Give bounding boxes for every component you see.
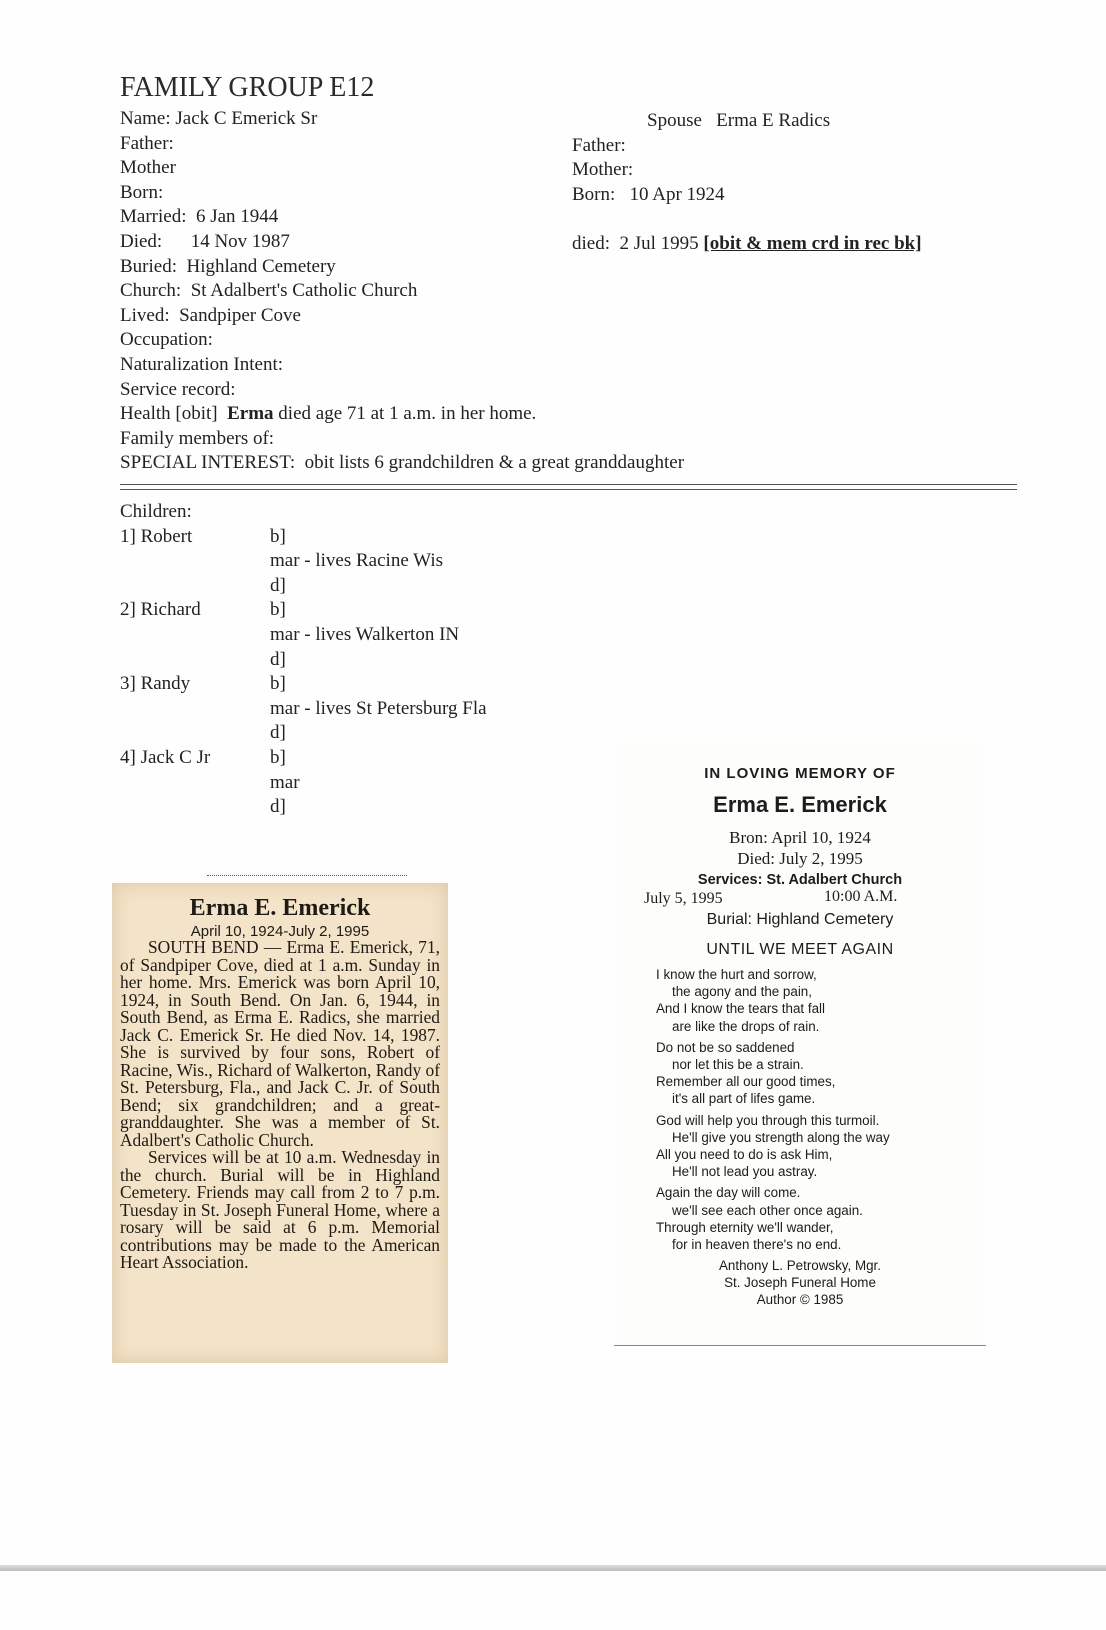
poem	[656, 966, 890, 1257]
poem-title: UNTIL WE MEET AGAIN	[706, 941, 894, 958]
child-married: mar - lives Racine Wis	[270, 550, 444, 572]
poem-line: And I know the tears that fall	[656, 1001, 825, 1017]
husband-mother: Mother	[120, 157, 176, 179]
spouse-born: Born: 10 Apr 1924	[572, 183, 725, 205]
double-rule-divider	[120, 484, 1017, 490]
poem-line: All you need to do is ask Him,	[656, 1147, 833, 1163]
child-name: 2] Richard	[120, 599, 201, 621]
card-died: Died: July 2, 1995	[737, 849, 863, 868]
spouse-father: Father:	[572, 134, 626, 156]
card-name: Erma E. Emerick	[713, 792, 887, 817]
husband-born: Born:	[120, 181, 164, 203]
child-entry	[120, 525, 487, 599]
memorial-card	[614, 740, 986, 1346]
health-rest: died age 71 at 1 a.m. in her home.	[273, 403, 537, 425]
husband-service-record: Service record:	[120, 378, 236, 400]
poem-line: He'll give you strength along the way	[672, 1129, 890, 1145]
husband-naturalization: Naturalization Intent:	[120, 353, 284, 375]
child-married: mar - lives Walkerton IN	[270, 623, 460, 645]
husband-name: Name: Jack C Emerick Sr	[120, 108, 318, 129]
health-prefix: Health [obit]	[120, 403, 228, 425]
husband-lived: Lived: Sandpiper Cove	[120, 304, 301, 326]
poem-line: Do not be so saddened	[656, 1039, 795, 1055]
husband-father: Father:	[120, 132, 174, 154]
signature-line: St. Joseph Funeral Home	[724, 1274, 876, 1290]
signature-line: Author © 1985	[756, 1291, 844, 1307]
poem-line: He'll not lead you astray.	[672, 1164, 818, 1180]
child-born: b]	[270, 525, 286, 547]
obituary-paragraph: Services will be at 10 a.m. Wednesday in the church. Burial will be in Highland Cemetery. Friends may call from 2 to 7 p.m. Tuesday in St. Joseph Funeral Home, where a rosary will be said at 6 p.m. Memorial contributions may be made to the American Heart Association.	[120, 1147, 440, 1272]
obit-reference: [obit & mem crd in rec bk]	[703, 232, 922, 254]
child-died: d]	[270, 574, 286, 596]
husband-died: Died: 14 Nov 1987	[120, 230, 290, 252]
child-born: b]	[270, 599, 286, 621]
poem-line: Remember all our good times,	[656, 1074, 836, 1090]
child-entry	[120, 746, 487, 820]
husband-occupation: Occupation:	[120, 329, 213, 351]
husband-church: Church: St Adalbert's Catholic Church	[120, 280, 418, 302]
children-label: Children:	[120, 501, 192, 522]
card-born: Bron: April 10, 1924	[729, 828, 871, 847]
card-signature	[614, 1258, 986, 1308]
child-born: b]	[270, 746, 286, 768]
poem-line: the agony and the pain,	[672, 984, 812, 1000]
poem-line: I know the hurt and sorrow,	[656, 967, 817, 982]
child-name: 4] Jack C Jr	[120, 746, 211, 768]
clipping-torn-edge	[207, 875, 407, 876]
poem-line: Through eternity we'll wander,	[656, 1219, 834, 1235]
spouse-died-line	[572, 232, 922, 257]
poem-line: Again the day will come.	[656, 1185, 801, 1201]
spouse-mother: Mother:	[572, 159, 634, 181]
card-burial: Burial: Highland Cemetery	[706, 911, 894, 928]
child-name: 1] Robert	[120, 525, 193, 547]
husband-married: Married: 6 Jan 1944	[120, 206, 279, 228]
health-name: Erma	[227, 403, 274, 425]
child-entry	[120, 598, 487, 672]
poem-line: God will help you through this turmoil.	[656, 1112, 880, 1128]
poem-line: nor let this be a strain.	[672, 1057, 804, 1073]
obituary-dates: April 10, 1924-July 2, 1995	[190, 923, 370, 940]
child-died: d]	[270, 722, 286, 744]
obituary-body	[120, 939, 440, 1272]
children-section	[120, 500, 487, 820]
child-name: 3] Randy	[120, 673, 191, 695]
family-members: Family members of:	[120, 427, 275, 449]
obituary-clipping	[112, 883, 448, 1363]
card-service-date: July 5, 1995	[644, 890, 723, 907]
card-heading: IN LOVING MEMORY OF	[704, 765, 896, 782]
obituary-paragraph: SOUTH BEND — Erma E. Emerick, 71, of Sandpiper Cove, died at 1 a.m. Sunday in her home. Mrs. Emerick was born April 10, 1924, in South Bend. On Jan. 6, 1944, in South Bend, as Erma E. Radics, she married Jack C. Emerick Sr. He died Nov. 14, 1987. She is survived by four sons, Robert of Racine, Wis., Richard of Walkerton, Randy of St. Petersburg, Fla., and Jack C. Jr. of South Bend; six grandchildren; and a great-granddaughter. She was a member of St. Adalbert's Catholic Church.	[120, 937, 440, 1150]
husband-buried: Buried: Highland Cemetery	[120, 255, 336, 277]
child-entry	[120, 672, 487, 746]
poem-line: it's all part of lifes game.	[672, 1091, 816, 1107]
scan-edge-line	[0, 1565, 1106, 1571]
obituary-name: Erma E. Emerick	[189, 895, 371, 921]
page-title: FAMILY GROUP E12	[120, 72, 375, 103]
child-died: d]	[270, 648, 286, 670]
poem-line: are like the drops of rain.	[672, 1018, 820, 1034]
card-service-time: 10:00 A.M.	[824, 888, 898, 905]
child-married: mar - lives St Petersburg Fla	[270, 697, 487, 719]
child-married: mar	[270, 771, 300, 793]
signature-line: Anthony L. Petrowsky, Mgr.	[719, 1258, 881, 1273]
child-died: d]	[270, 796, 286, 818]
spouse-details	[572, 109, 922, 257]
special-interest: SPECIAL INTEREST: obit lists 6 grandchildren & a great granddaughter	[120, 452, 685, 474]
card-services: Services: St. Adalbert Church	[697, 872, 903, 888]
poem-line: we'll see each other once again.	[672, 1202, 863, 1218]
child-born: b]	[270, 673, 286, 695]
spouse-died: died: 2 Jul 1995	[572, 232, 704, 254]
poem-line: for in heaven there's no end.	[672, 1237, 842, 1253]
health-line	[120, 402, 684, 427]
spouse-name: Spouse Erma E Radics	[647, 110, 831, 131]
